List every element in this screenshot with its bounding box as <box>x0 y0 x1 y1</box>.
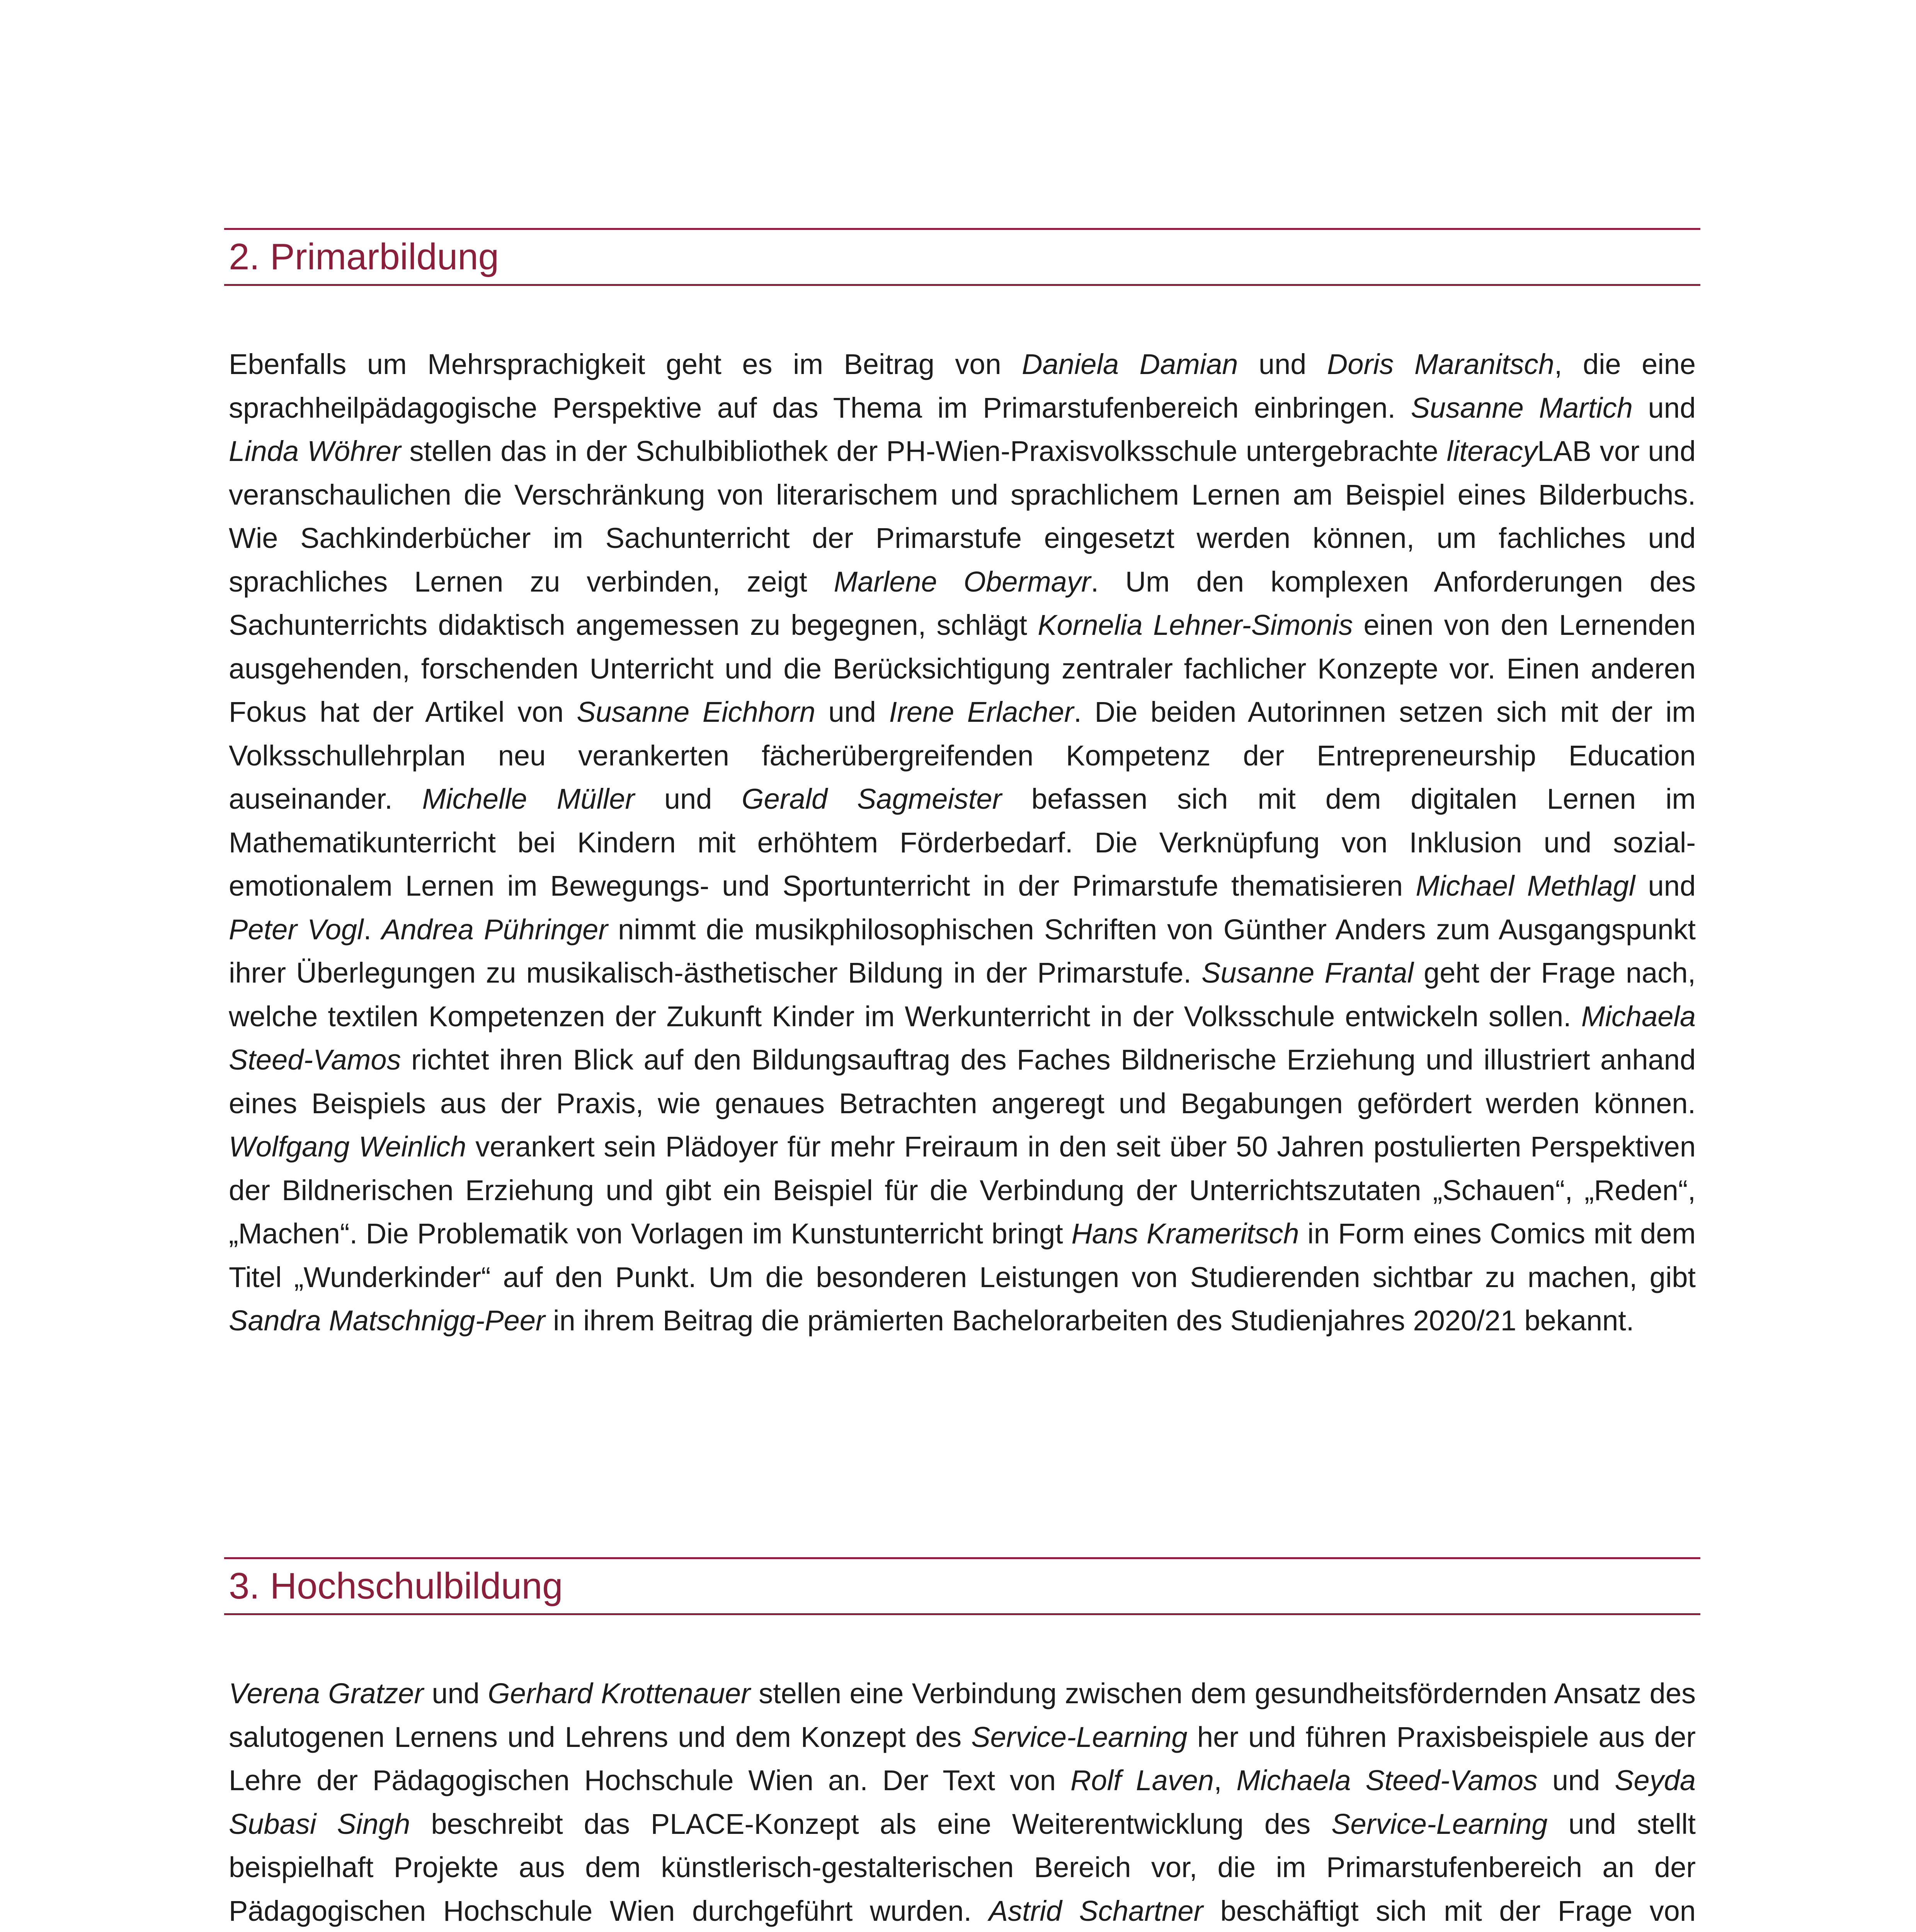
section-heading-block <box>224 228 1700 286</box>
section-heading-block <box>224 1557 1700 1615</box>
section-primarbildung <box>224 228 1700 1343</box>
section-heading: 2. Primarbildung <box>229 236 499 277</box>
author-name-italic: Service-Learning <box>1331 1808 1548 1840</box>
author-name-italic: Service-Learning <box>971 1721 1188 1753</box>
author-name-italic: Hans Krameritsch <box>1071 1218 1299 1250</box>
author-name-italic: Susanne Martich <box>1411 391 1633 424</box>
author-name-italic: Michaela Steed-Vamos <box>1236 1764 1538 1796</box>
author-name-italic: Susanne Eichhorn <box>577 696 815 728</box>
author-name-italic: Seyda Subasi Singh <box>229 1764 1696 1840</box>
author-name-italic: Doris Maranitsch <box>1327 348 1554 380</box>
author-name-italic: Linda Wöhrer <box>229 435 401 467</box>
author-name-italic: literacy <box>1446 435 1538 467</box>
author-name-italic: Astrid Schartner <box>989 1895 1203 1927</box>
section-hochschulbildung <box>224 1557 1700 1932</box>
author-name-italic: Verena Gratzer <box>229 1677 424 1709</box>
author-name-italic: Michaela Steed-Vamos <box>229 1000 1696 1076</box>
author-name-italic: Sandra Matschnigg-Peer <box>229 1304 545 1337</box>
author-name-italic: Wolfgang Weinlich <box>229 1131 466 1163</box>
author-name-italic: Peter Vogl <box>229 913 364 946</box>
author-name-italic: Rolf Laven <box>1070 1764 1214 1796</box>
author-name-italic: Daniela Damian <box>1022 348 1238 380</box>
section-heading: 3. Hochschulbildung <box>229 1565 563 1607</box>
author-name-italic: Irene Erlacher <box>889 696 1074 728</box>
author-name-italic: Susanne Frantal <box>1201 957 1414 989</box>
author-name-italic: Gerhard Krottenauer <box>488 1677 750 1709</box>
author-name-italic: Marlene Obermayr <box>834 565 1091 598</box>
author-name-italic: Andrea Pühringer <box>381 913 608 946</box>
author-name-italic: Michelle Müller <box>422 783 635 815</box>
section-paragraph: Verena Gratzer und Gerhard Krottenauer stellen eine Verbindung zwischen dem gesundheitsfördernden Ansatz des salutogenen Lernens und Lehrens und dem Konzept des Service-Learning her und führen Praxisbeispiele aus der Lehre der Pädagogischen Hochschule Wien an. Der Text von Rolf Laven, Michaela Steed-Vamos und Seyda Subasi Singh beschreibt das PLACE-Konzept als eine Weiterentwicklung des Service-Learning und stellt beispielhaft Projekte aus dem künstlerisch-gestalterischen Bereich vor, die im Primarstufenbereich an der Pädagogischen Hochschule Wien durchgeführt wurden. Astrid Schartner beschäftigt sich mit der Frage von <box>229 1677 1696 1927</box>
section-paragraph: Ebenfalls um Mehrsprachigkeit geht es im Beitrag von Daniela Damian und Doris Maranitsch, die eine sprachheilpädagogische Perspektive auf das Thema im Primarstufenbereich einbringen. Susanne Martich und Linda Wöhrer stellen das in der Schulbibliothek der PH-Wien-Praxisvolksschule untergebrachte literacyLAB vor und veranschaulichen die Verschränkung von literarischem und sprachlichem Lernen am Beispiel eines Bilderbuchs. Wie Sachkinderbücher im Sachunterricht der Primarstufe eingesetzt werden können, um fachliches und sprachliches Lernen zu verbinden, zeigt Marlene Obermayr. Um den komplexen Anforderungen des Sachunterrichts didaktisch angemessen zu begegnen, schlägt Kornelia Lehner-Simonis einen von den Lernenden ausgehenden, forschenden Unterricht und die Berücksichtigung zentraler fachlicher Konzepte vor. Einen anderen Fokus hat der Artikel von Susanne Eichhorn und Irene Erlacher. Die beiden Autorinnen setzen sich mit der im Volksschullehrplan neu verankerten fächerübergreifenden Kompetenz der Entrepreneurship Education auseinander. Michelle Müller und Gerald Sagmeister befassen sich mit dem digitalen Lernen im Mathematikunterricht bei Kindern mit erhöhtem Förderbedarf. Die Verknüpfung von Inklusion und sozial-emotionalem Lernen im Bewegungs- und Sportunterricht in der Primarstufe thematisieren Michael Methlagl und Peter Vogl. Andrea Pühringer nimmt die musikphilosophischen Schriften von Günther Anders zum Ausgangspunkt ihrer Überlegungen zu musikalisch-ästhetischer Bildung in der Primarstufe. Susanne Frantal geht der Frage nach, welche textilen Kompetenzen der Zukunft Kinder im Werkunterricht in der Volksschule entwickeln sollen. Michaela Steed-Vamos richtet ihren Blick auf den Bildungsauftrag des Faches Bildnerische Erziehung und illustriert anhand eines Beispiels aus der Praxis, wie genaues Betrachten angeregt und Begabungen gefördert werden können. Wolfgang Weinlich verankert sein Plädoyer für mehr Freiraum in den seit über 50 Jahren postulierten Perspektiven der Bildnerischen Erziehung und gibt ein Beispiel für die Verbindung der Unterrichtszutaten „Schauen“, „Reden“, „Machen“. Die Problematik von Vorlagen im Kunstunterricht bringt Hans Krameritsch in Form eines Comics mit dem Titel „Wunderkinder“ auf den Punkt. Um die besonderen Leistungen von Studierenden sichtbar zu machen, gibt Sandra Matschnigg-Peer in ihrem Beitrag die prämierten Bachelorarbeiten des Studienjahres 2020/21 bekannt. <box>229 348 1696 1337</box>
author-name-italic: Michael Methlagl <box>1416 870 1635 902</box>
author-name-italic: Gerald Sagmeister <box>742 783 1002 815</box>
author-name-italic: Kornelia Lehner-Simonis <box>1038 609 1353 641</box>
